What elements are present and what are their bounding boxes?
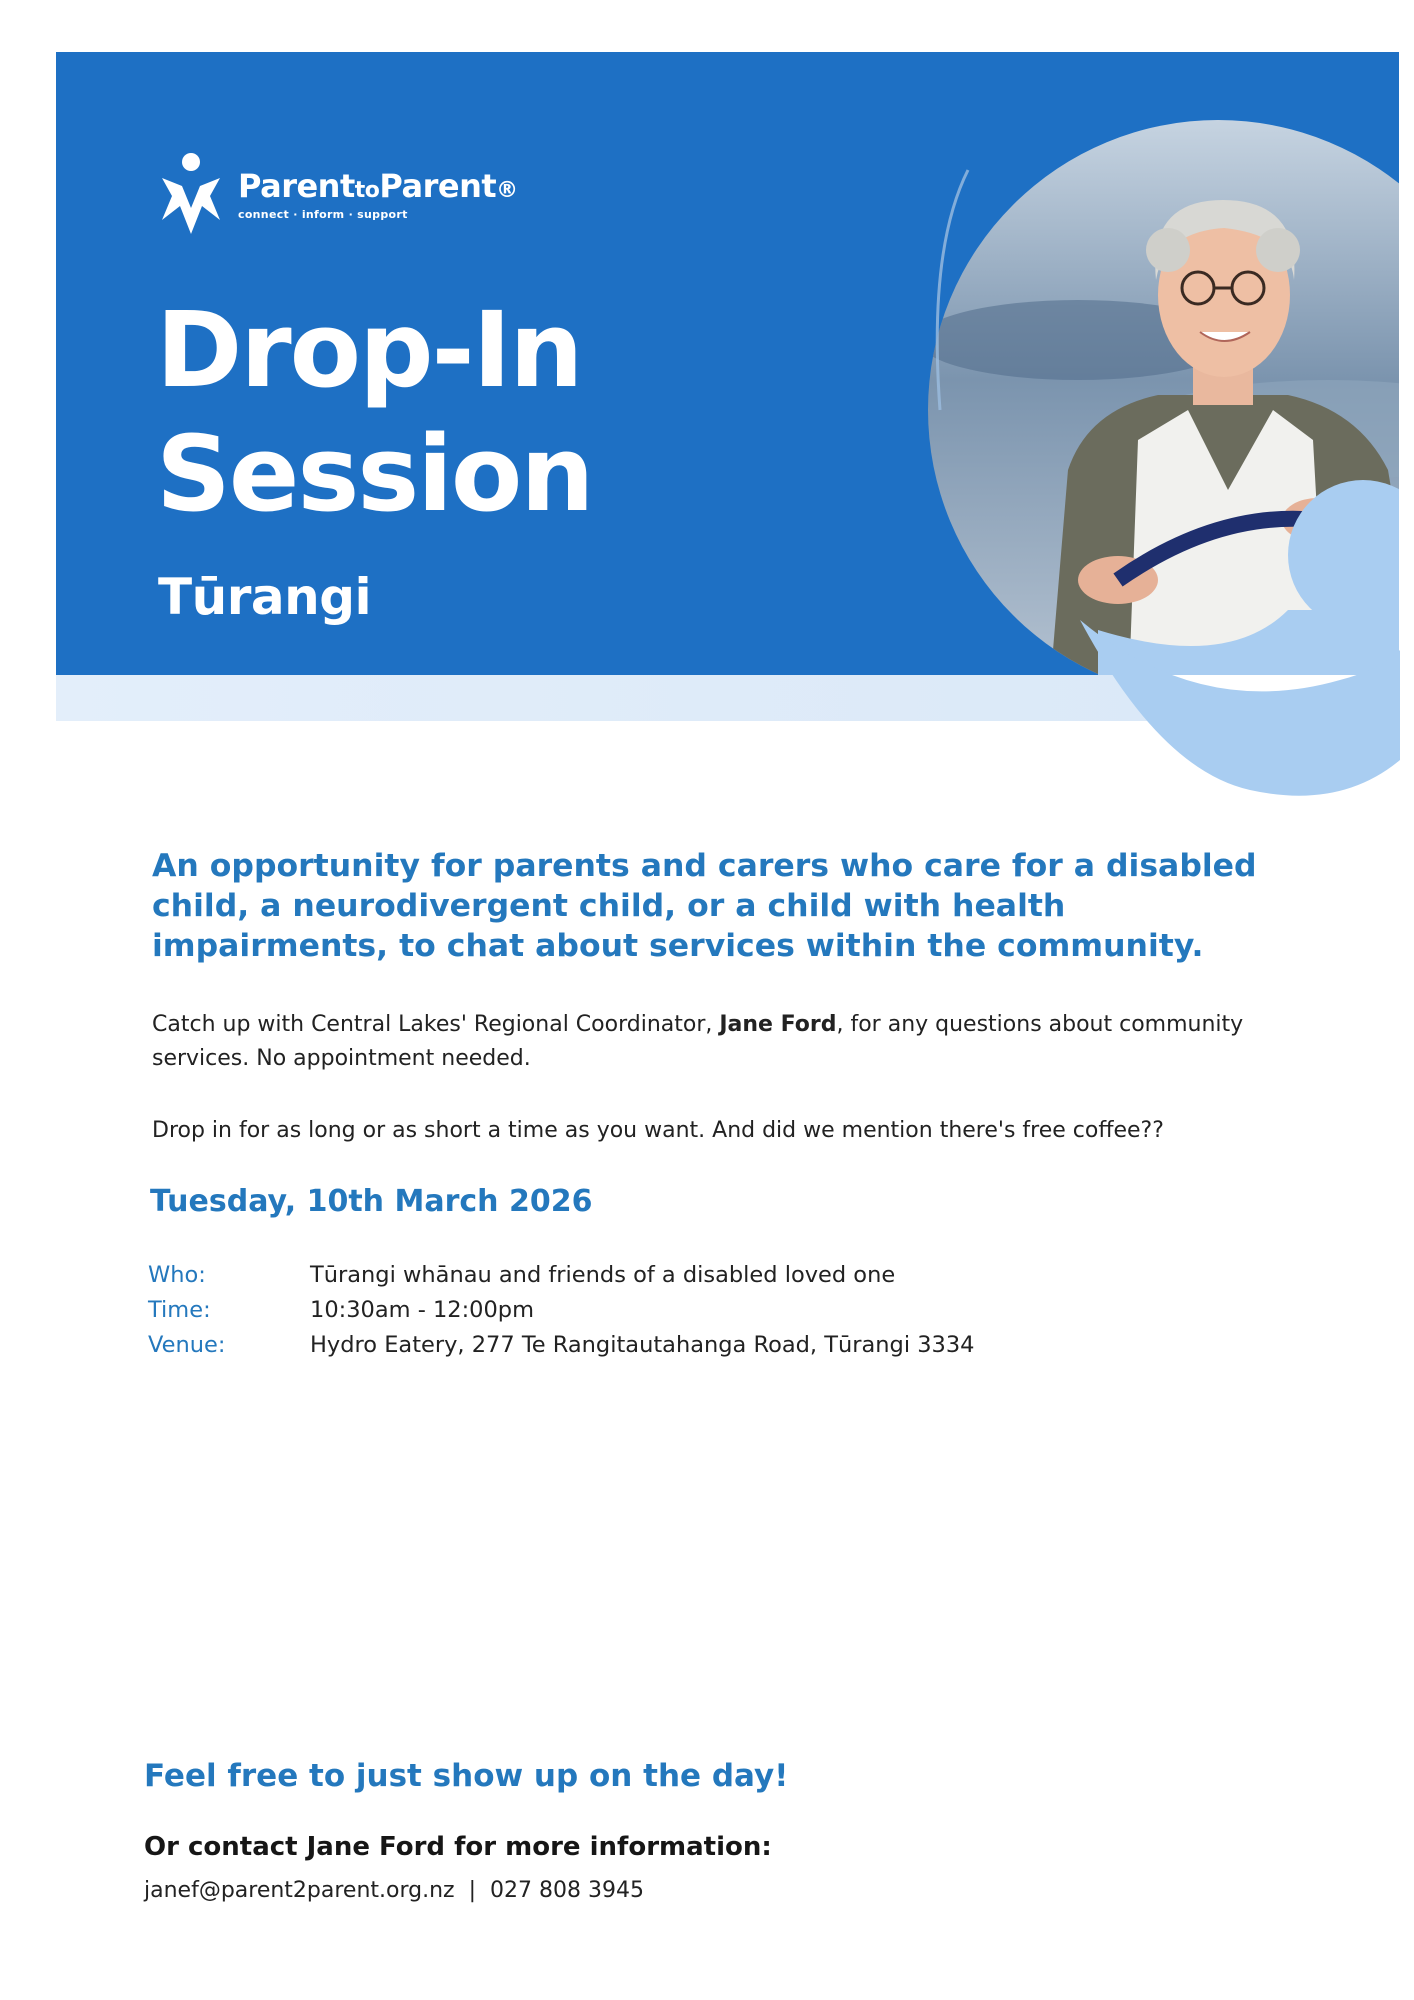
logo-tagline: connect · inform · support (238, 208, 408, 221)
paragraph-text: Catch up with Central Lakes' Regional Coordinator, (152, 1012, 720, 1037)
contact-heading: Or contact Jane Ford for more information: (144, 1832, 772, 1862)
contact-separator: | (468, 1878, 477, 1903)
detail-row-venue (148, 1328, 975, 1363)
contact-phone[interactable]: 027 808 3945 (490, 1878, 644, 1903)
intro-heading: An opportunity for parents and carers who care for a disabled child, a neurodivergent child, or a child with health impairments, to chat about services within the community. (152, 848, 1257, 964)
location-label: Tūrangi (158, 568, 372, 626)
coordinator-paragraph (152, 1008, 1302, 1076)
contact-details (144, 1878, 644, 1903)
detail-label: Time: (148, 1297, 211, 1323)
detail-label: Venue: (148, 1332, 226, 1358)
event-details (148, 1258, 975, 1363)
coordinator-name: Jane Ford (719, 1012, 837, 1037)
call-to-action: Feel free to just show up on the day! (144, 1758, 789, 1794)
title-line-2: Session (156, 413, 593, 535)
detail-value: 10:30am - 12:00pm (310, 1297, 535, 1323)
parent-to-parent-logo-icon (158, 150, 224, 236)
detail-row-who (148, 1258, 975, 1293)
logo-name: ParenttoParent® (238, 167, 518, 205)
detail-row-time (148, 1293, 975, 1328)
event-date: Tuesday, 10th March 2026 (150, 1184, 593, 1219)
brand-logo (158, 150, 518, 236)
detail-value: Tūrangi whānau and friends of a disabled loved one (310, 1262, 896, 1288)
contact-email-link[interactable]: janef@parent2parent.org.nz (144, 1878, 455, 1903)
banner-underline (56, 675, 1156, 721)
detail-label: Who: (148, 1262, 206, 1288)
paragraph-text: , for any questions about community services. No appointment needed. (152, 1012, 1244, 1071)
title-line-1: Drop-In (156, 289, 582, 411)
page-title (156, 288, 592, 536)
detail-value: Hydro Eatery, 277 Te Rangitautahanga Road, Tūrangi 3334 (310, 1332, 975, 1358)
decorative-wave-shape (1080, 560, 1400, 810)
drop-in-paragraph: Drop in for as long or as short a time as you want. And did we mention there's free coffee?? (152, 1118, 1164, 1143)
